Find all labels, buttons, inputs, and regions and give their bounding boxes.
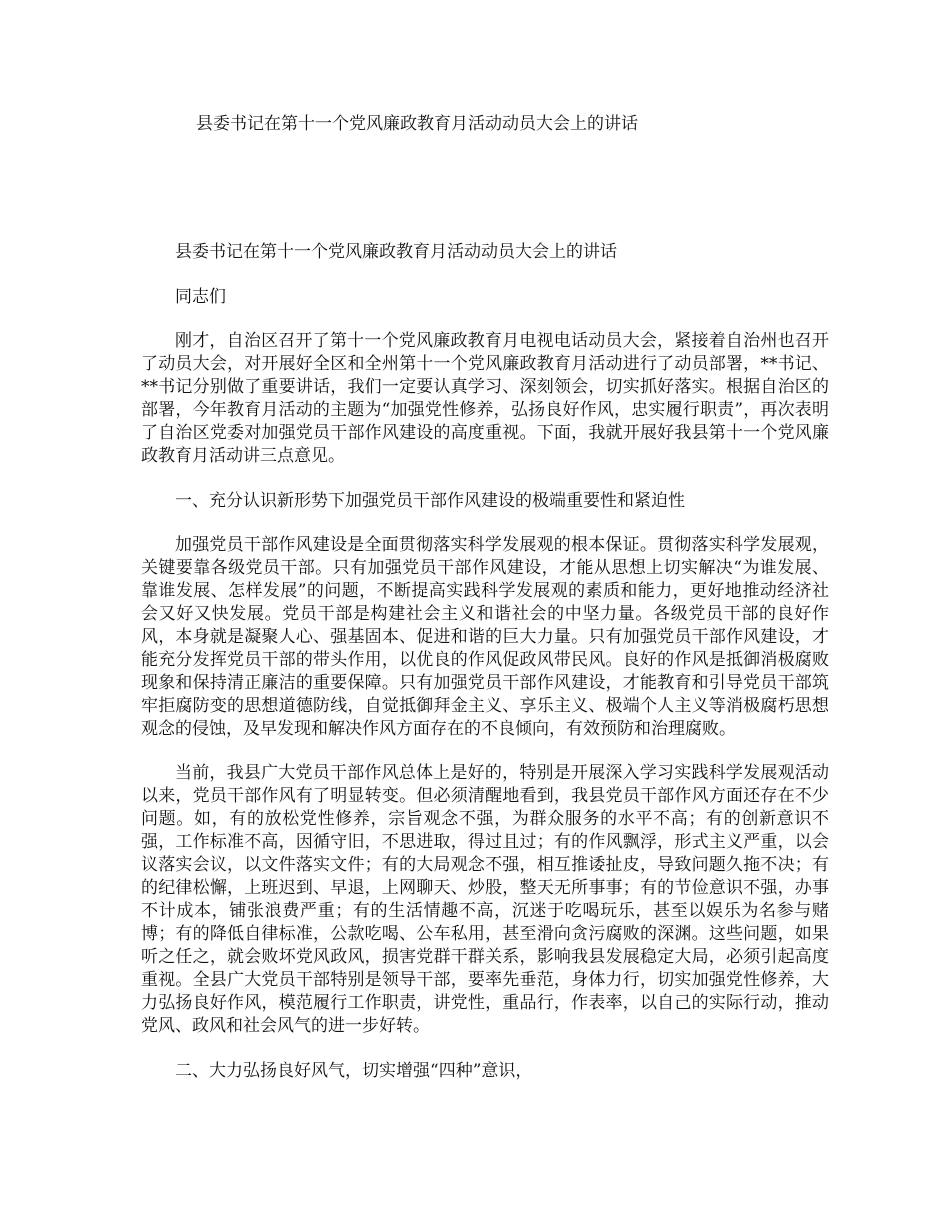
section-heading-2: 二、大力弘扬良好风气，切实增强“四种”意识， <box>175 1061 533 1081</box>
paragraph-importance: 加强党员干部作风建设是全面贯彻落实科学发展观的根本保证。贯彻落实科学发展观，关键要靠各级党员干部。只有加强党员干部作风建设，才能从思想上切实解决“为谁发展、靠谁发展、怎样发展”的问题，不断提高实践科学发展观的素质和能力，更好地推动经济社会又好又快发展。党员干部是构建社会主义和谐社会的中坚力量。各级党员干部的良好作风，本身就是凝聚人心、强基固本、促进和谐的巨大力量。只有加强党员干部作风建设，才能充分发挥党员干部的带头作用，以优良的作风促政风带民风。良好的作风是抵御消极腐败现象和保持清正廉洁的重要保障。只有加强党员干部作风建设，才能教育和引导党员干部筑牢拒腐防变的思想道德防线，自觉抵御拜金主义、享乐主义、极端个人主义等消极腐朽思想观念的侵蚀，及早发现和解决作风方面存在的不良倾向，有效预防和治理腐败。 <box>141 535 829 739</box>
document-body <box>141 240 829 1104</box>
salutation: 同志们 <box>175 287 226 307</box>
paragraph-current-situation: 当前，我县广大党员干部作风总体上是好的，特别是开展深入学习实践科学发展观活动以来，党员干部作风有了明显转变。但必须清醒地看到，我县党员干部作风方面还存在不少问题。如，有的放松党性修养，宗旨观念不强，为群众服务的水平不高；有的创新意识不强，工作标准不高，因循守旧，不思进取，得过且过；有的作风飘浮，形式主义严重，以会议落实会议，以文件落实文件；有的大局观念不强，相互推诿扯皮，导致问题久拖不决；有的纪律松懈，上班迟到、早退，上网聊天、炒股，整天无所事事；有的节俭意识不强，办事不计成本，铺张浪费严重；有的生活情趣不高，沉迷于吃喝玩乐，甚至以娱乐为名参与赌博；有的降低自律标准，公款吃喝、公车私用，甚至滑向贪污腐败的深渊。这些问题，如果听之任之，就会败坏党风政风，损害党群干群关系，影响我县发展稳定大局，必须引起高度重视。全县广大党员干部特别是领导干部，要率先垂范，身体力行，切实加强党性修养，大力弘扬良好作风，模范履行工作职责，讲党性，重品行，作表率，以自己的实际行动，推动党风、政风和社会风气的进一步好转。 <box>141 763 829 1036</box>
paragraph-intro: 刚才，自治区召开了第十一个党风廉政教育月电视电话动员大会，紧接着自治州也召开了动员大会，对开展好全区和全州第十一个党风廉政教育月活动进行了动员部署，**书记、**书记分别做了重要讲话，我们一定要认真学习、深刻领会，切实抓好落实。根据自治区的部署，今年教育月活动的主题为“加强党性修养，弘扬良好作风，忠实履行职责”，再次表明了自治区党委对加强党员干部作风建设的高度重视。下面，我就开展好我县第十一个党风廉政教育月活动讲三点意见。 <box>141 331 829 466</box>
speech-title: 县委书记在第十一个党风廉政教育月活动动员大会上的讲话 <box>175 242 617 262</box>
section-heading-1: 一、充分认识新形势下加强党员干部作风建设的极端重要性和紧迫性 <box>175 491 685 511</box>
document-title: 县委书记在第十一个党风廉政教育月活动动员大会上的讲话 <box>196 114 638 134</box>
